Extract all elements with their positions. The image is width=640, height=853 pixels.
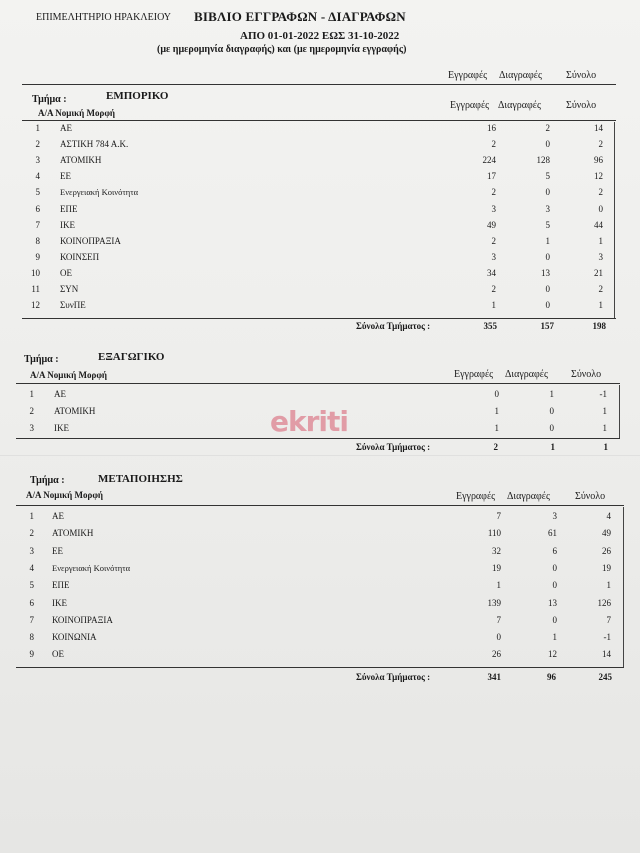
deletions-value: 13	[541, 267, 550, 278]
total-value: 14	[594, 123, 603, 133]
table-row	[0, 220, 640, 236]
row-number: 11	[31, 284, 40, 294]
row-number: 7	[29, 614, 34, 625]
registrations-value: 0	[494, 389, 499, 399]
legal-form: ΚΟΙΝΣΕΠ	[60, 251, 100, 262]
row-number: 2	[29, 528, 34, 539]
total-value: 1	[598, 300, 603, 311]
registrations-value: 26	[492, 649, 501, 660]
deletions-value: 1	[552, 632, 557, 643]
total-value: 96	[594, 155, 603, 166]
subheader-label: Α/Α Νομική Μορφή	[38, 108, 116, 118]
deletions-value: 0	[545, 284, 550, 294]
col-header-total: Σύνολο	[571, 369, 602, 380]
total-value: 7	[606, 614, 611, 625]
document-title: ΒΙΒΛΙΟ ΕΓΓΡΑΦΩΝ - ΔΙΑΓΡΑΦΩΝ	[194, 9, 406, 24]
table-row	[0, 649, 640, 665]
row-number: 12	[31, 300, 40, 311]
deletions-value: 1	[545, 235, 550, 246]
total-value: 0	[598, 203, 603, 214]
registrations-value: 110	[487, 528, 501, 539]
total-value: 14	[602, 649, 611, 660]
total-sum: 245	[598, 672, 612, 682]
registrations-value: 0	[496, 632, 501, 643]
registrations-value: 3	[491, 251, 496, 262]
table-border	[623, 507, 624, 667]
table-row	[0, 528, 640, 544]
deletions-value: 1	[549, 389, 554, 399]
row-number: 2	[35, 139, 40, 150]
deletions-value: 12	[548, 649, 557, 660]
total-value: 49	[602, 528, 611, 539]
subheader-label: Α/Α Νομική Μορφή	[30, 370, 108, 380]
table-row	[0, 284, 640, 300]
table-row	[0, 252, 640, 268]
legal-form: ΙΚΕ	[60, 219, 75, 230]
header-rule	[22, 84, 616, 85]
row-number: 6	[29, 597, 34, 608]
row-number: 8	[35, 235, 40, 246]
row-number: 6	[35, 203, 40, 214]
section-label: Τμήμα :	[32, 94, 67, 105]
total-sum: 1	[603, 442, 608, 452]
total-value: 3	[598, 251, 603, 262]
registrations-value: 7	[496, 614, 501, 625]
table-row	[0, 171, 640, 187]
table-row	[0, 187, 640, 203]
registrations-value: 1	[494, 422, 499, 433]
row-number: 8	[29, 632, 34, 643]
deletions-value: 5	[545, 171, 550, 182]
legal-form: ΙΚΕ	[54, 422, 69, 433]
row-number: 10	[31, 267, 40, 278]
legal-form: ΕΠΕ	[60, 203, 78, 214]
registrations-value: 1	[491, 300, 496, 311]
legal-form: ΟΕ	[60, 267, 72, 278]
registrations-value: 7	[496, 511, 501, 521]
legal-form: ΕΠΕ	[52, 580, 70, 591]
legal-form: Ενεργειακή Κοινότητα	[60, 187, 139, 198]
total-deletions: 96	[547, 672, 556, 682]
deletions-value: 0	[552, 580, 557, 591]
date-range: ΑΠΟ 01-01-2022 ΕΩΣ 31-10-2022	[240, 30, 400, 42]
registrations-value: 19	[492, 562, 501, 573]
total-value: 126	[597, 597, 611, 608]
registrations-value: 16	[487, 123, 496, 133]
col-header-registrations: Εγγραφές	[454, 369, 494, 380]
total-registrations: 341	[487, 672, 501, 682]
total-deletions: 157	[540, 321, 554, 331]
col-header-deletions: Διαγραφές	[507, 491, 550, 502]
legal-form: ΑΤΟΜΙΚΗ	[52, 528, 94, 539]
date-note: (με ημερομηνία διαγραφής) και (με ημερομηνία εγγραφής)	[157, 44, 407, 55]
subheader-label: Α/Α Νομική Μορφή	[26, 490, 104, 500]
legal-form: Ενεργειακή Κοινότητα	[52, 562, 131, 573]
section-name: ΜΕΤΑΠΟΙΗΣΗΣ	[98, 473, 183, 485]
legal-form: ΚΟΙΝΟΠΡΑΞΙΑ	[60, 235, 121, 246]
row-number: 5	[29, 580, 34, 591]
col-header-registrations: Εγγραφές	[448, 70, 488, 81]
subheader-rule	[16, 505, 624, 506]
legal-form: ΕΕ	[60, 171, 71, 182]
total-value: 1	[602, 422, 607, 433]
table-row	[0, 580, 640, 596]
deletions-value: 0	[545, 187, 550, 198]
legal-form: ΚΟΙΝΩΝΙΑ	[52, 632, 97, 643]
legal-form: ΣΥΝ	[60, 284, 79, 294]
legal-form: ΙΚΕ	[52, 597, 67, 608]
col-header-deletions: Διαγραφές	[505, 369, 548, 380]
total-value: 1	[598, 235, 603, 246]
registrations-value: 224	[482, 155, 496, 166]
row-number: 3	[29, 422, 34, 433]
registrations-value: 3	[491, 203, 496, 214]
subheader-rule	[22, 120, 616, 121]
col-header-registrations: Εγγραφές	[450, 100, 490, 111]
legal-form: ΑΕ	[54, 389, 66, 399]
table-row	[0, 155, 640, 171]
deletions-value: 61	[548, 528, 557, 539]
registrations-value: 2	[491, 284, 496, 294]
total-value: -1	[599, 389, 607, 399]
table-row	[0, 615, 640, 631]
total-value: 26	[602, 545, 611, 556]
row-number: 3	[29, 545, 34, 556]
total-sum: 198	[592, 321, 606, 331]
totals-label: Σύνολα Τμήματος :	[356, 442, 431, 452]
total-value: 44	[594, 219, 603, 230]
total-registrations: 2	[493, 442, 498, 452]
registrations-value: 49	[487, 219, 496, 230]
deletions-value: 3	[545, 203, 550, 214]
total-registrations: 355	[483, 321, 497, 331]
registrations-value: 1	[496, 580, 501, 591]
col-header-total: Σύνολο	[566, 100, 597, 111]
table-row	[0, 204, 640, 220]
table-row	[0, 511, 640, 527]
total-value: -1	[603, 632, 611, 643]
table-row	[0, 300, 640, 316]
totals-rule	[22, 318, 616, 319]
registrations-value: 2	[491, 139, 496, 150]
row-number: 1	[35, 123, 40, 133]
section-name: ΕΞΑΓΩΓΙΚΟ	[98, 351, 165, 363]
totals-label: Σύνολα Τμήματος :	[356, 672, 431, 682]
legal-form: ΑΤΟΜΙΚΗ	[60, 155, 102, 166]
col-header-deletions: Διαγραφές	[498, 100, 541, 111]
deletions-value: 0	[545, 251, 550, 262]
row-number: 1	[29, 511, 34, 521]
table-row	[0, 632, 640, 648]
deletions-value: 128	[536, 155, 550, 166]
table-row	[0, 563, 640, 579]
deletions-value: 0	[552, 614, 557, 625]
legal-form: ΑΤΟΜΙΚΗ	[54, 405, 96, 416]
row-number: 9	[29, 649, 34, 660]
table-row	[0, 268, 640, 284]
row-number: 5	[35, 187, 40, 198]
deletions-value: 0	[552, 562, 557, 573]
registrations-value: 17	[487, 171, 496, 182]
total-value: 2	[598, 187, 603, 198]
totals-rule	[16, 667, 624, 668]
row-number: 7	[35, 219, 40, 230]
total-value: 21	[594, 267, 603, 278]
table-border	[619, 385, 620, 438]
total-value: 12	[594, 171, 603, 182]
total-value: 1	[606, 580, 611, 591]
table-row	[0, 139, 640, 155]
row-number: 4	[35, 171, 40, 182]
section-label: Τμήμα :	[30, 475, 65, 486]
total-value: 4	[606, 511, 611, 521]
table-row	[0, 123, 640, 139]
total-deletions: 1	[550, 442, 555, 452]
table-border	[614, 122, 615, 318]
legal-form: ΕΕ	[52, 545, 63, 556]
col-header-registrations: Εγγραφές	[456, 491, 496, 502]
registrations-value: 34	[487, 267, 496, 278]
registrations-value: 1	[494, 405, 499, 416]
registrations-value: 2	[491, 187, 496, 198]
deletions-value: 2	[545, 123, 550, 133]
legal-form: ΟΕ	[52, 649, 64, 660]
section-name: ΕΜΠΟΡΙΚΟ	[106, 90, 169, 102]
row-number: 3	[35, 155, 40, 166]
deletions-value: 3	[552, 511, 557, 521]
section-label: Τμήμα :	[24, 354, 59, 365]
col-header-total: Σύνολο	[575, 491, 606, 502]
watermark-logo: ekriti	[270, 405, 348, 438]
total-value: 2	[598, 284, 603, 294]
legal-form: ΑΕ	[52, 511, 64, 521]
paper-fold	[0, 455, 640, 456]
totals-rule	[16, 438, 620, 439]
total-value: 19	[602, 562, 611, 573]
row-number: 4	[29, 562, 34, 573]
table-row	[0, 236, 640, 252]
registrations-value: 139	[487, 597, 501, 608]
deletions-value: 5	[545, 219, 550, 230]
registrations-value: 32	[492, 545, 501, 556]
legal-form: ΚΟΙΝΟΠΡΑΞΙΑ	[52, 614, 113, 625]
total-value: 1	[602, 405, 607, 416]
totals-label: Σύνολα Τμήματος :	[356, 321, 431, 331]
table-row	[0, 598, 640, 614]
registrations-value: 2	[491, 235, 496, 246]
row-number: 9	[35, 251, 40, 262]
table-row	[0, 546, 640, 562]
row-number: 2	[29, 405, 34, 416]
deletions-value: 13	[548, 597, 557, 608]
table-row	[0, 389, 640, 405]
row-number: 1	[29, 389, 34, 399]
deletions-value: 0	[549, 405, 554, 416]
col-header-deletions: Διαγραφές	[499, 70, 542, 81]
col-header-total: Σύνολο	[566, 70, 597, 81]
deletions-value: 0	[549, 422, 554, 433]
legal-form: ΑΕ	[60, 123, 72, 133]
deletions-value: 0	[545, 300, 550, 311]
total-value: 2	[598, 139, 603, 150]
subheader-rule	[16, 383, 620, 384]
legal-form: ΣυνΠΕ	[60, 300, 86, 311]
legal-form: ΑΣΤΙΚΗ 784 Α.Κ.	[60, 139, 129, 150]
deletions-value: 0	[545, 139, 550, 150]
organization-name: ΕΠΙΜΕΛΗΤΗΡΙΟ ΗΡΑΚΛΕΙΟΥ	[36, 12, 172, 23]
deletions-value: 6	[552, 545, 557, 556]
